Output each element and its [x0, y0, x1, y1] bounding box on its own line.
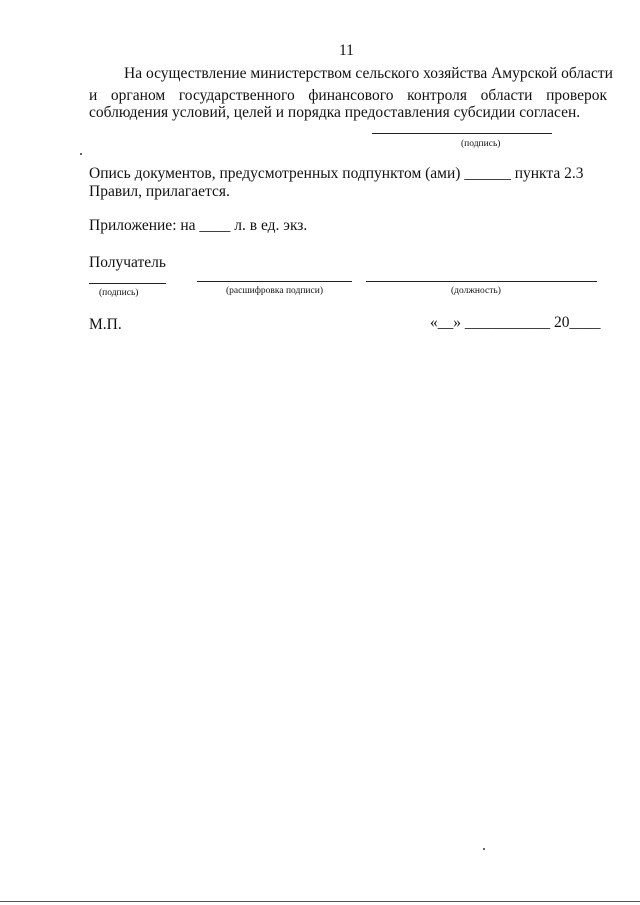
recipient-signature-caption: (подпись) [99, 288, 139, 298]
page-number: 11 [339, 42, 354, 59]
attachment-line: Приложение: на ____ л. в ед. экз. [89, 217, 308, 234]
recipient-decoding-line [197, 281, 352, 282]
seal-label: М.П. [89, 316, 122, 333]
consent-line-1: На осуществление министерством сельского хозяйства Амурской области [124, 65, 613, 82]
scan-speck [80, 153, 82, 155]
consent-line-2: и органом государственного финансового контроля области проверок [89, 87, 607, 104]
date-line: «__» ___________ 20____ [430, 314, 601, 331]
recipient-label: Получатель [89, 254, 166, 271]
consent-signature-line [372, 133, 552, 134]
recipient-signature-line [89, 283, 166, 284]
recipient-position-caption: (должность) [451, 286, 501, 296]
inventory-line-1: Опись документов, предусмотренных подпунктом (ами) ______ пункта 2.3 [89, 165, 584, 182]
scan-bottom-edge [0, 901, 640, 902]
consent-line-3: соблюдения условий, целей и порядка предоставления субсидии согласен. [89, 104, 581, 121]
consent-signature-caption: (подпись) [461, 139, 501, 149]
scan-speck [483, 848, 485, 850]
recipient-position-line [366, 281, 597, 282]
recipient-decoding-caption: (расшифровка подписи) [226, 286, 323, 296]
inventory-line-2: Правил, прилагается. [89, 183, 230, 200]
